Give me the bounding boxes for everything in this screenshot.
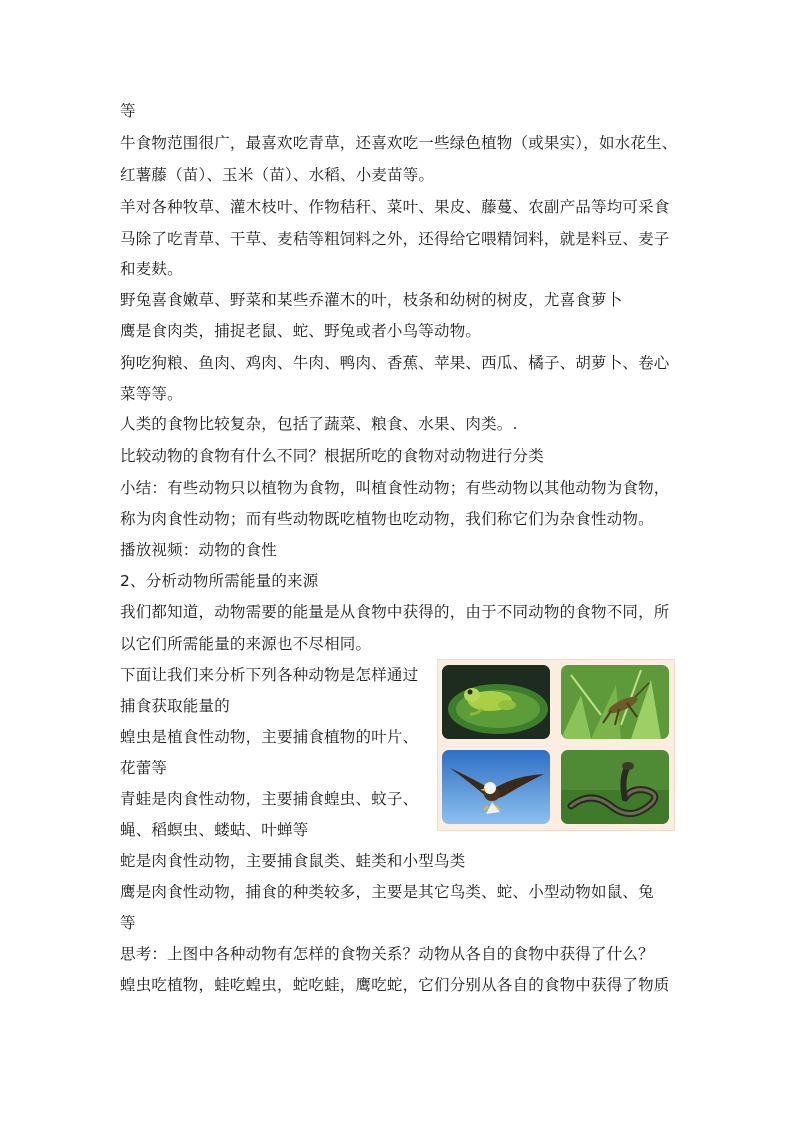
text-line: 比较动物的食物有什么不同？根据所吃的食物对动物进行分类 (120, 447, 544, 465)
text-line: 等 (120, 102, 136, 120)
text-line: 野兔喜食嫩草、野菜和某些乔灌木的叶，枝条和幼树的树皮，尤喜食萝卜 (120, 291, 623, 309)
text-line: 牛食物范围很广，最喜欢吃青草，还喜欢吃一些绿色植物（或果实），如水花生、 (120, 134, 678, 152)
text-line: 以它们所需能量的来源也不尽相同。 (120, 635, 372, 653)
text-line: 和麦麸。 (120, 260, 183, 278)
text-line: 蝗虫是植食性动物，主要捕食植物的叶片、 (120, 728, 419, 746)
grasshopper-photo (561, 665, 669, 739)
text-line: 鹰是肉食性动物，捕食的种类较多，主要是其它鸟类、蛇、小型动物如鼠、兔 (120, 883, 654, 901)
text-line: 蝇、稻螟虫、蝼蛄、叶蝉等 (120, 821, 309, 839)
eagle-photo (442, 750, 550, 824)
text-line: 捕食获取能量的 (120, 697, 230, 715)
text-line: 羊对各种牧草、灌木枝叶、作物秸秆、菜叶、果皮、藤蔓、农副产品等均可采食 (120, 198, 670, 216)
text-line: 花蕾等 (120, 759, 168, 777)
frog-photo (442, 665, 550, 739)
text-line: 我们都知道，动物需要的能量是从食物中获得的，由于不同动物的食物不同，所 (120, 603, 670, 621)
text-line: 鹰是食肉类，捕捉老鼠、蛇、野兔或者小鸟等动物。 (120, 322, 482, 340)
text-line: 人类的食物比较复杂，包括了蔬菜、粮食、水果、肉类。. (120, 415, 518, 433)
text-line: 狗吃狗粮、鱼肉、鸡肉、牛肉、鸭肉、香蕉、苹果、西瓜、橘子、胡萝卜、卷心 (120, 354, 670, 372)
text-line: 2、分析动物所需能量的来源 (120, 572, 319, 590)
animals-figure (437, 659, 675, 831)
text-line: 等 (120, 914, 136, 932)
text-line: 马除了吃青草、干草、麦秸等粗饲料之外，还得给它喂精饲料，就是料豆、麦子 (120, 230, 670, 248)
text-line: 青蛙是肉食性动物，主要捕食蝗虫、蚊子、 (120, 790, 419, 808)
text-line: 菜等等。 (120, 385, 183, 403)
text-line: 小结：有些动物只以植物为食物，叫植食性动物；有些动物以其他动物为食物， (120, 479, 670, 497)
text-line: 称为肉食性动物；而有些动物既吃植物也吃动物，我们称它们为杂食性动物。 (120, 510, 654, 528)
text-line: 播放视频：动物的食性 (120, 541, 278, 559)
text-line: 思考：上图中各种动物有怎样的食物关系？动物从各自的食物中获得了什么？ (120, 945, 654, 963)
text-line: 蝗虫吃植物，蛙吃蝗虫，蛇吃蛙，鹰吃蛇，它们分别从各自的食物中获得了物质 (120, 976, 670, 994)
text-line: 下面让我们来分析下列各种动物是怎样通过 (120, 666, 419, 684)
text-line: 蛇是肉食性动物，主要捕食鼠类、蛙类和小型鸟类 (120, 852, 466, 870)
text-line: 红薯藤（苗）、玉米（苗）、水稻、小麦苗等。 (120, 166, 435, 184)
snake-photo (561, 750, 669, 824)
